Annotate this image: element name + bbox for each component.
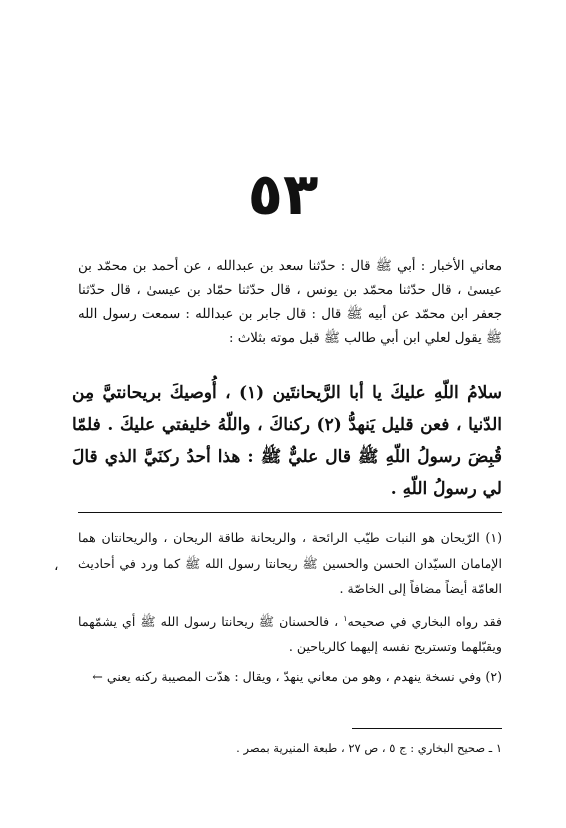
isnad-paragraph: معاني الأخبار : أبي ﷺ قال : حدّثنا سعد بن عبدالله ، عن أحمد بن محمّد بن عيسىٰ ، قال حدّثنا محمّد بن يونس ، قال حدّثنا حمّاد بن عيسىٰ ، قال حدّثنا جعفر ابن محمّد عن أبيه ﷺ قال : قال جابر بن عبدالله : سمعت رسول الله ﷺ يقول لعلي ابن أبي طالب ﷺ قبل موته بثلاث :: [78, 259, 502, 346]
hadith-text: سلامُ اللّهِ عليكَ يا أبا الرَّيحانتَين (١) ، أُوصيكَ بريحانتيَّ مِن الدّنيا ، فعن قليل يَنهدُّ (٢) ركناكَ ، واللّهُ خليفتي عليكَ . فلمّا قُبِضَ رسولُ اللّهِ ﷺ قال عليٌّ ﷺ : هذا أحدُ ركنَيَّ الذي قالَ لي رسولُ اللّهِ .: [72, 383, 502, 499]
footnote-ref: ١: [343, 613, 348, 623]
margin-mark: ،: [54, 558, 59, 574]
section-divider: [78, 512, 502, 513]
footnote: ١ ـ صحيح البخاري : ج ٥ ، ص ٢٧ ، طبعة المنيرية بمصر .: [236, 741, 502, 755]
note-1-cont-after: ، فالحسنان ﷺ ريحانتا رسول الله ﷺ أي يشمّهما ويقبّلهما وتستريح نفسه إليهما كالرياحين .: [78, 613, 502, 655]
notes-section: [78, 525, 502, 693]
footnote-divider: [352, 728, 502, 729]
note-2: (٢) وفي نسخة ينهدم ، وهو من معاني ينهدّ ، ويقال : هدّت المصيبة ركنه يعني ←: [92, 668, 502, 684]
chapter-number: ٥٣: [247, 160, 319, 228]
note-1-cont-before: فقد رواه البخاري في صحيحه: [347, 613, 502, 629]
note-1-continuation: [78, 606, 502, 660]
note-1: (١) الرّيحان هو النبات طيّب الرائحة ، والريحانة طاقة الريحان ، والريحانتان هما الإمامان السيّدان الحسن والحسين ﷺ ريحانتا رسول الله ﷺ كما ورد في أحاديث العامّة أيضاً مضافاً إلى الخاصّة .: [78, 530, 502, 596]
